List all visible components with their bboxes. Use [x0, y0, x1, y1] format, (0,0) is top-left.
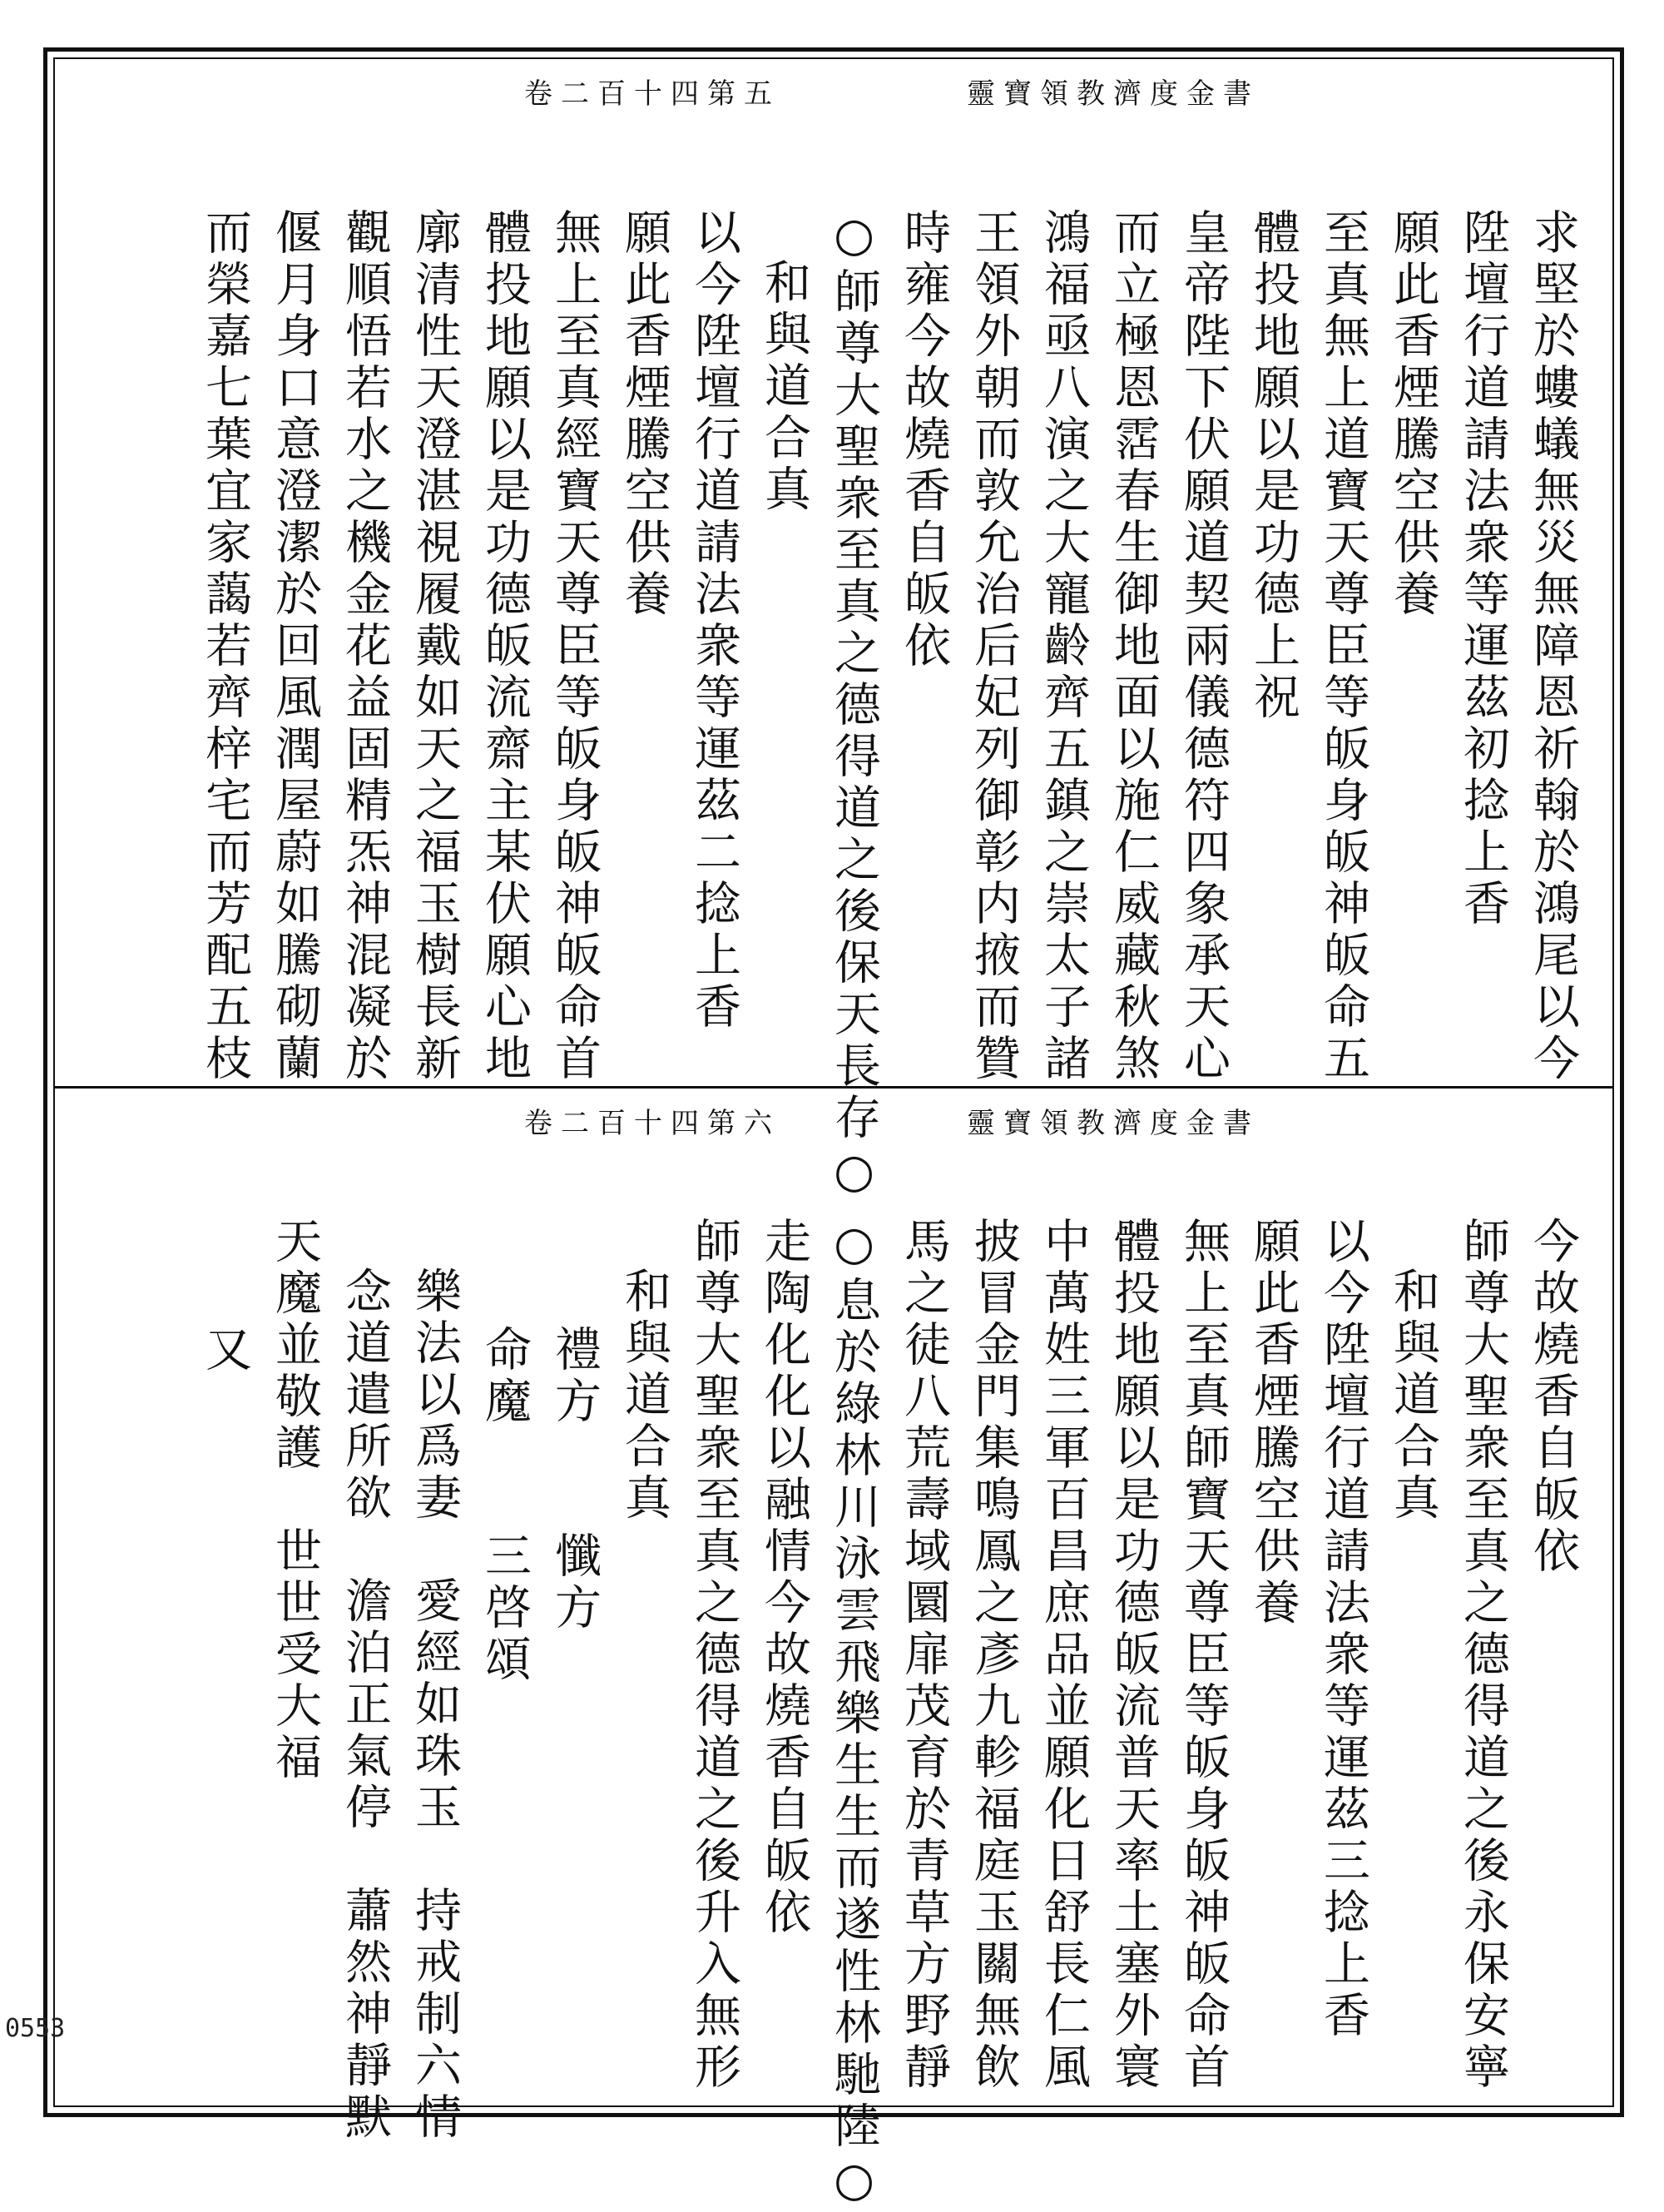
text-column: 體投地願以是功德皈流齋主某伏願心地: [478, 208, 532, 1085]
text-column: 今故燒香自皈依: [1526, 1217, 1580, 1578]
text-column: 體投地願以是功德上祝: [1246, 208, 1300, 724]
bottom-header-volume: 卷二百十四第六: [524, 1107, 780, 1140]
text-column: 又: [198, 1325, 252, 1376]
text-column: 和與道合真: [1386, 1267, 1440, 1525]
text-column: 念道遣所欲 澹泊正氣停 蕭然神靜默: [338, 1267, 392, 2144]
text-column: 以今陞壇行道請法衆等運茲二捻上香: [687, 208, 741, 1034]
bottom-page-header: [58, 1092, 1609, 1142]
text-column: 無上至真師寶天尊臣等皈身皈神皈命首: [1176, 1217, 1231, 2094]
text-column: 命魔 三啓頌: [478, 1325, 532, 1686]
text-column: 陞壇行道請法衆等運茲初捻上香: [1456, 208, 1510, 930]
text-column: 時雍今故燒香自皈依: [897, 208, 951, 672]
text-column: 鴻福亟八演之大寵齡齊五鎮之崇太子諸: [1037, 208, 1091, 1085]
text-column: 觀順悟若水之機金花益固精炁神混凝於: [338, 208, 392, 1085]
text-column: 和與道合真: [757, 258, 811, 516]
text-column: 樂法以爲妻 愛經如珠玉 持戒制六情: [408, 1267, 462, 2144]
text-column: ○息於綠林川泳雲飛樂生生而遂性林馳陸○: [827, 1217, 881, 2212]
text-column: 以今陞壇行道請法衆等運茲三捻上香: [1316, 1217, 1370, 2042]
text-column: 無上至真經寶天尊臣等皈身皈神皈命首: [547, 208, 602, 1085]
text-column: 至真無上道寶天尊臣等皈身皈神皈命五: [1316, 208, 1370, 1085]
top-header-title: 靈寶領教濟度金書: [967, 77, 1260, 111]
bottom-page: [58, 1092, 1609, 2212]
text-column: 師尊大聖衆至真之德得道之後永保安寧: [1456, 1217, 1510, 2094]
page-number: 0553: [5, 2014, 66, 2043]
text-column: 禮方 懺方: [547, 1325, 602, 1634]
text-column: 願此香煙騰空供養: [1246, 1217, 1300, 1629]
text-column: ○師尊大聖衆至真之德得道之後保天長存○: [827, 208, 881, 1203]
text-column: 願此香煙騰空供養: [1386, 208, 1440, 621]
text-column: 中萬姓三軍百昌庶品並願化日舒長仁風: [1037, 1217, 1091, 2094]
text-column: 而立極恩霑春生御地面以施仁威藏秋煞: [1107, 208, 1161, 1085]
text-column: 走陶化化以融情今故燒香自皈依: [757, 1217, 811, 1939]
text-column: 願此香煙騰空供養: [617, 208, 671, 621]
text-column: 而榮嘉七葉宜家藹若齊梓宅而芳配五枝: [198, 208, 252, 1085]
text-column: 天魔並敬護 世世受大福: [268, 1217, 322, 1784]
text-column: 師尊大聖衆至真之德得道之後升入無形: [687, 1217, 741, 2094]
top-header-volume: 卷二百十四第五: [524, 77, 780, 111]
text-column: 馬之徒八荒壽域圜扉茂育於青草方野靜: [897, 1217, 951, 2094]
text-column: 披冒金門集鳴鳳之彥九軫福庭玉關無飲: [967, 1217, 1021, 2094]
bottom-page-body: [92, 1217, 1580, 2212]
top-page-header: [58, 62, 1609, 112]
text-column: 體投地願以是功德皈流普天率土塞外寰: [1107, 1217, 1161, 2094]
text-column: 廓清性天澄湛視履戴如天之福玉樹長新: [408, 208, 462, 1085]
text-column: 和與道合真: [617, 1267, 671, 1525]
text-column: 皇帝陛下伏願道契兩儀德符四象承天心: [1176, 208, 1231, 1085]
text-column: 王領外朝而敦允治后妃列御彰内掖而贊: [967, 208, 1021, 1085]
bottom-header-title: 靈寶領教濟度金書: [967, 1107, 1260, 1140]
text-column: 求堅於螻蟻無災無障恩祈翰於鴻尾以今: [1526, 208, 1580, 1085]
text-column: 偃月身口意澄潔於回風潤屋蔚如騰砌蘭: [268, 208, 322, 1085]
